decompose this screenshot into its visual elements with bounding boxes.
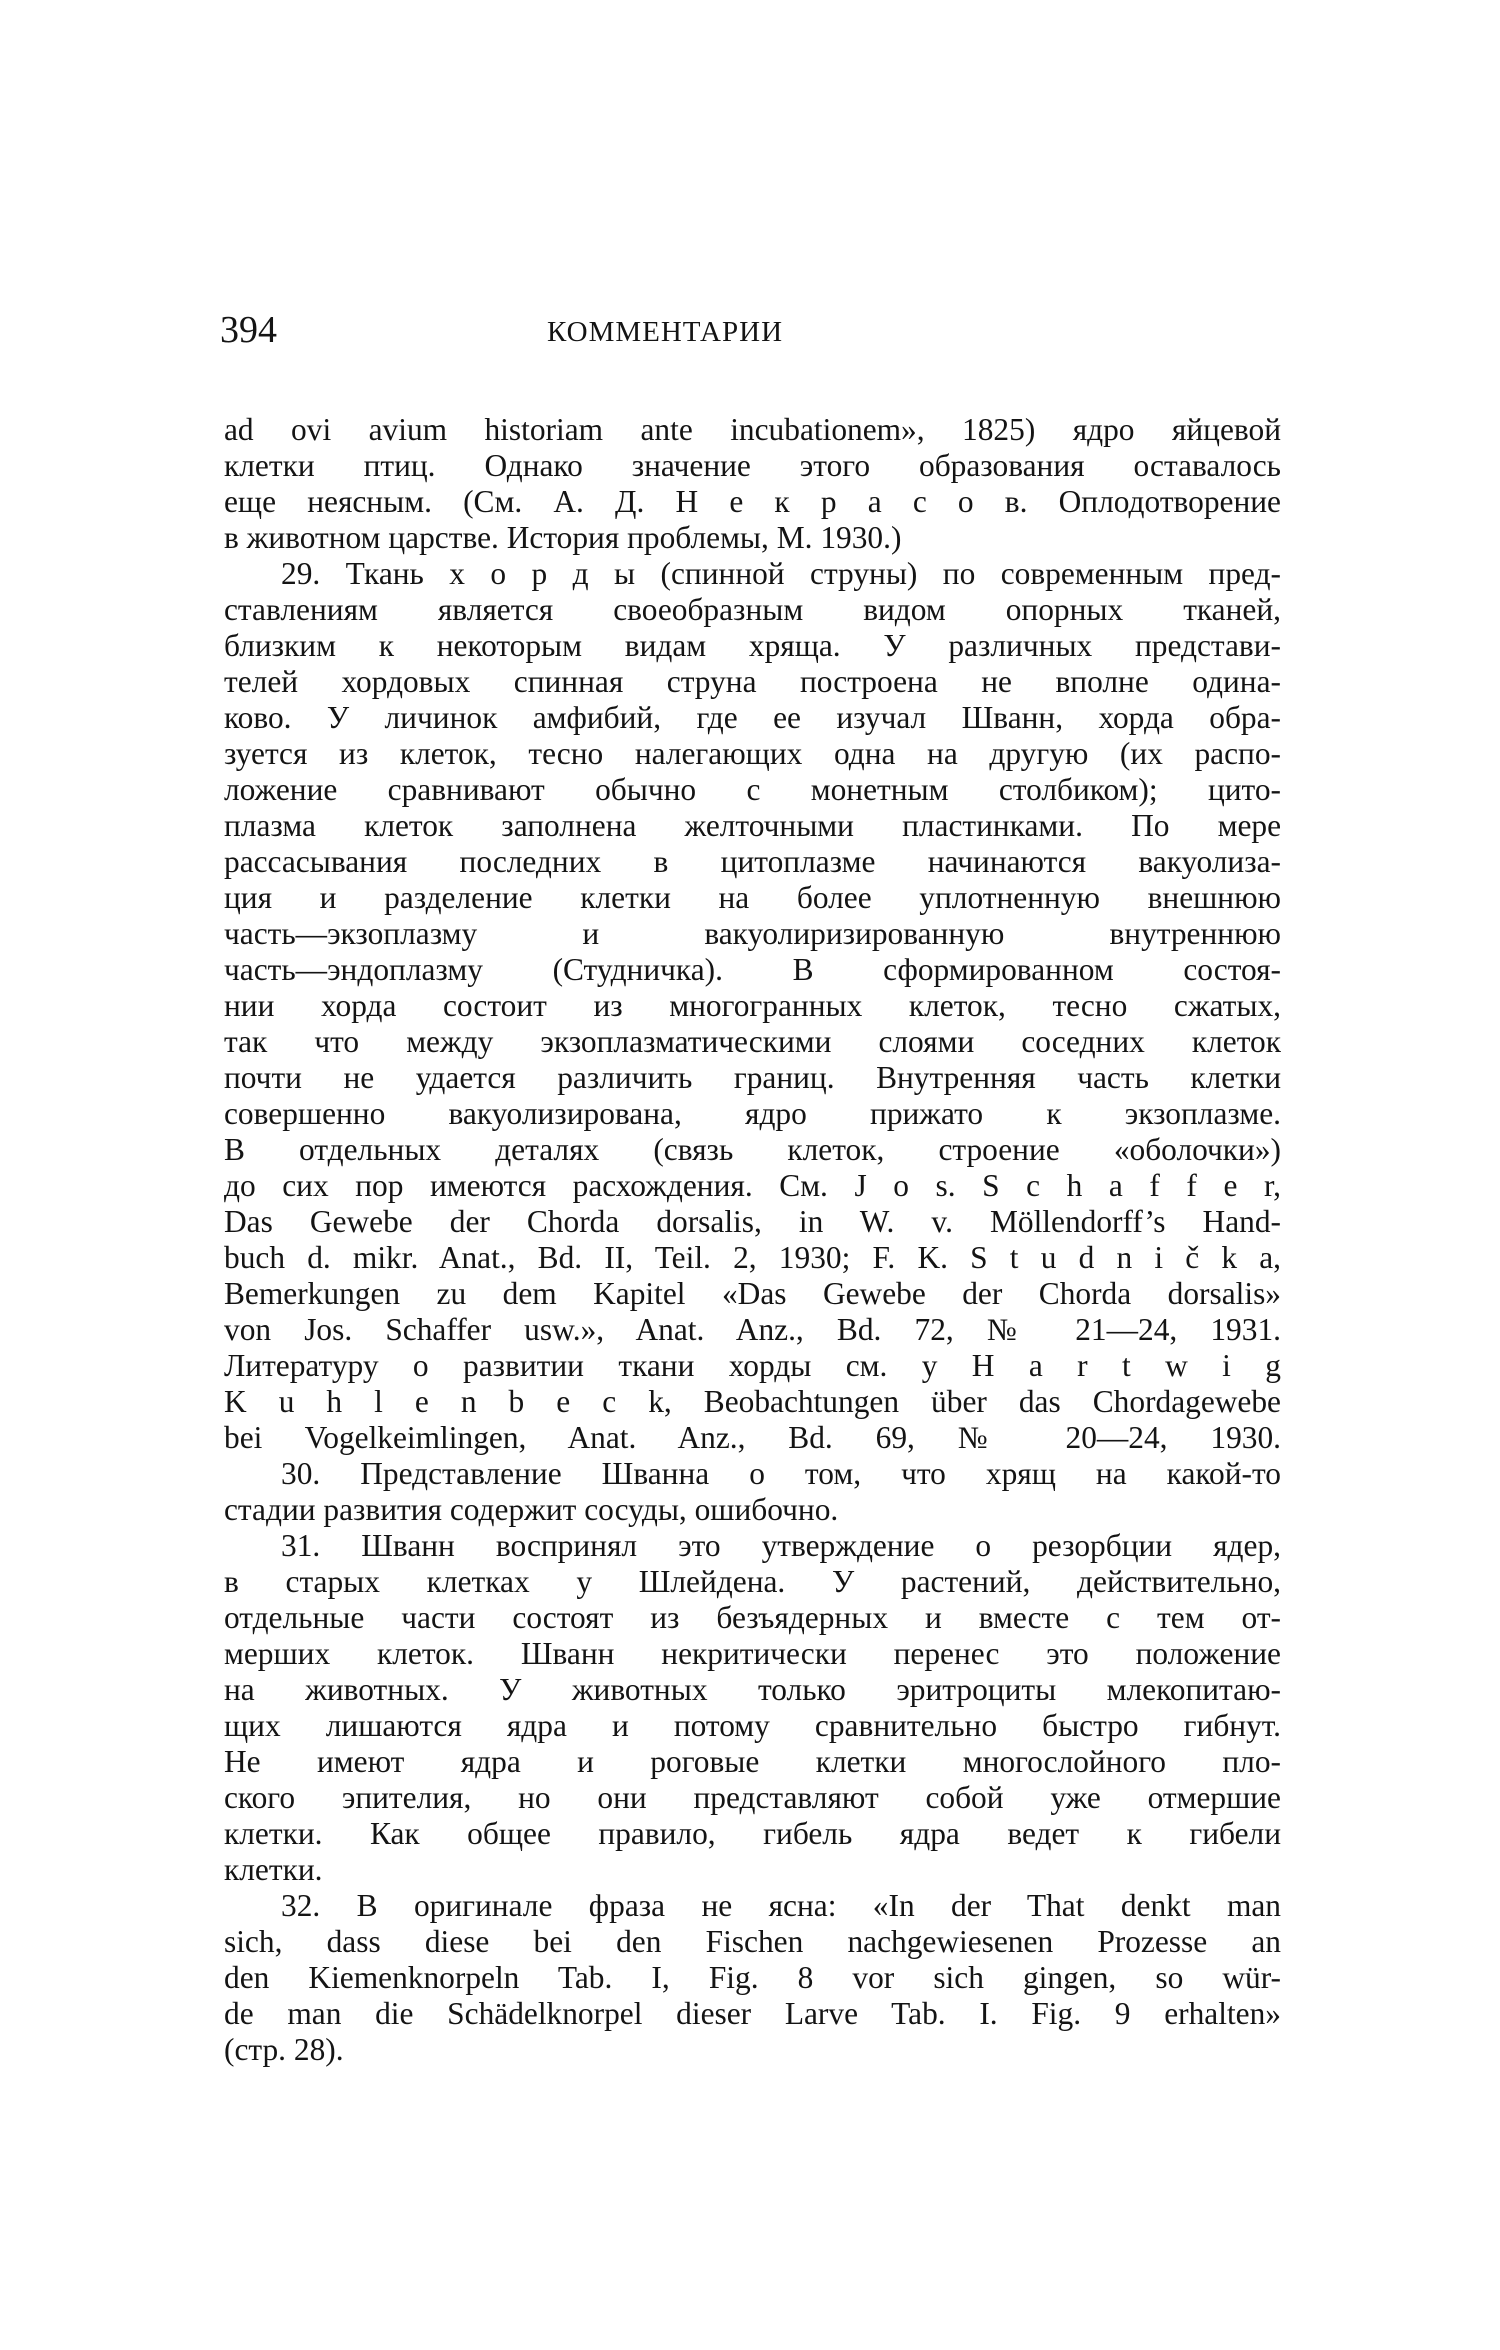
- text-line: клетки птиц. Однако значение этого образования оставалось: [224, 448, 1281, 483]
- page-number: 394: [220, 309, 277, 351]
- text-line: ково. У личинок амфибий, где ее изучал Шванн, хорда обра-: [224, 700, 1281, 735]
- text-line: так что между экзоплазматическими слоями соседних клеток: [224, 1024, 1281, 1059]
- text-line: рассасывания последних в цитоплазме начинаются вакуолиза-: [224, 844, 1281, 879]
- text-line: еще неясным. (См. А. Д. Н е к р а с о в. Оплодотворение: [224, 484, 1281, 519]
- text-line: нии хорда состоит из многогранных клеток, тесно сжатых,: [224, 988, 1281, 1023]
- paragraph-note-32: [224, 1888, 1281, 2068]
- text-line: плазма клеток заполнена желточными пластинками. По мере: [224, 808, 1281, 843]
- text-line: совершенно вакуолизирована, ядро прижато к экзоплазме.: [224, 1096, 1281, 1131]
- body-text: [224, 412, 1281, 2068]
- text-line: стадии развития содержит сосуды, ошибочно.: [224, 1492, 839, 1527]
- text-line: Не имеют ядра и роговые клетки многослойного пло-: [224, 1744, 1281, 1779]
- text-line: de man die Schädelknorpel dieser Larve Tab. I. Fig. 9 erhalten»: [224, 1996, 1281, 2031]
- text-line: 29. Ткань х о р д ы (спинной струны) по современным пред-: [281, 556, 1281, 591]
- text-line: 32. В оригинале фраза не ясна: «In der That denkt man: [281, 1888, 1281, 1923]
- text-line: 31. Шванн воспринял это утверждение о резорбции ядер,: [281, 1528, 1281, 1563]
- text-line: зуется из клеток, тесно налегающих одна на другую (их распо-: [224, 736, 1281, 771]
- text-line: телей хордовых спинная струна построена не вполне одина-: [224, 664, 1281, 699]
- text-line: Bemerkungen zu dem Kapitel «Das Gewebe der Chorda dorsalis»: [224, 1276, 1281, 1311]
- text-line: отдельные части состоят из безъядерных и вместе с тем от-: [224, 1600, 1281, 1635]
- text-line: K u h l e n b e c k, Beobachtungen über das Chordagewebe: [224, 1384, 1281, 1419]
- text-line: 30. Представление Шванна о том, что хрящ на какой-то: [281, 1456, 1281, 1491]
- paragraph-note-30: [224, 1456, 1281, 1528]
- running-title: КОММЕНТАРИИ: [547, 316, 784, 348]
- text-line: sich, dass diese bei den Fischen nachgewiesenen Prozesse an: [224, 1924, 1281, 1959]
- text-line: ложение сравнивают обычно с монетным столбиком); цито-: [224, 772, 1281, 807]
- text-line: близким к некоторым видам хряща. У различных представи-: [224, 628, 1281, 663]
- text-line: клетки. Как общее правило, гибель ядра ведет к гибели: [224, 1816, 1281, 1851]
- text-line: von Jos. Schaffer usw.», Anat. Anz., Bd. 72, № 21—24, 1931.: [224, 1312, 1281, 1347]
- text-line: Литературу о развитии ткани хорды см. у H a r t w i g: [224, 1348, 1281, 1383]
- text-line: bei Vogelkeimlingen, Anat. Anz., Bd. 69, № 20—24, 1930.: [224, 1420, 1281, 1455]
- text-line: клетки.: [224, 1852, 323, 1887]
- text-line: (стр. 28).: [224, 2032, 344, 2067]
- text-line: ция и разделение клетки на более уплотненную внешнюю: [224, 880, 1281, 915]
- text-line: ского эпителия, но они представляют собой уже отмершие: [224, 1780, 1281, 1815]
- text-line: в животном царстве. История проблемы, М. 1930.): [224, 520, 902, 555]
- text-line: мерших клеток. Шванн некритически перенес это положение: [224, 1636, 1281, 1671]
- text-line: den Kiemenknorpeln Tab. I, Fig. 8 vor sich gingen, so wür-: [224, 1960, 1281, 1995]
- text-line: ad ovi avium historiam ante incubationem», 1825) ядро яйцевой: [224, 412, 1281, 447]
- text-line: до сих пор имеются расхождения. См. J o s. S c h a f f e r,: [224, 1168, 1281, 1203]
- page-header: [220, 308, 1280, 352]
- text-line: почти не удается различить границ. Внутренняя часть клетки: [224, 1060, 1281, 1095]
- paragraph-note-28-continuation: [224, 412, 1281, 556]
- text-line: ставлениям является своеобразным видом опорных тканей,: [224, 592, 1281, 627]
- text-line: на животных. У животных только эритроциты млекопитаю-: [224, 1672, 1281, 1707]
- text-line: buch d. mikr. Anat., Bd. II, Teil. 2, 1930; F. K. S t u d n i č k a,: [224, 1240, 1281, 1275]
- text-line: Das Gewebe der Chorda dorsalis, in W. v. Möllendorff’s Hand-: [224, 1204, 1281, 1239]
- text-line: часть—экзоплазму и вакуолиризированную внутреннюю: [224, 916, 1281, 951]
- text-line: в старых клетках у Шлейдена. У растений, действительно,: [224, 1564, 1281, 1599]
- text-line: В отдельных деталях (связь клеток, строение «оболочки»): [224, 1132, 1281, 1167]
- paragraph-note-31: [224, 1528, 1281, 1888]
- text-line: часть—эндоплазму (Студничка). В сформированном состоя-: [224, 952, 1281, 987]
- text-line: щих лишаются ядра и потому сравнительно быстро гибнут.: [224, 1708, 1281, 1743]
- paragraph-note-29: [224, 556, 1281, 1456]
